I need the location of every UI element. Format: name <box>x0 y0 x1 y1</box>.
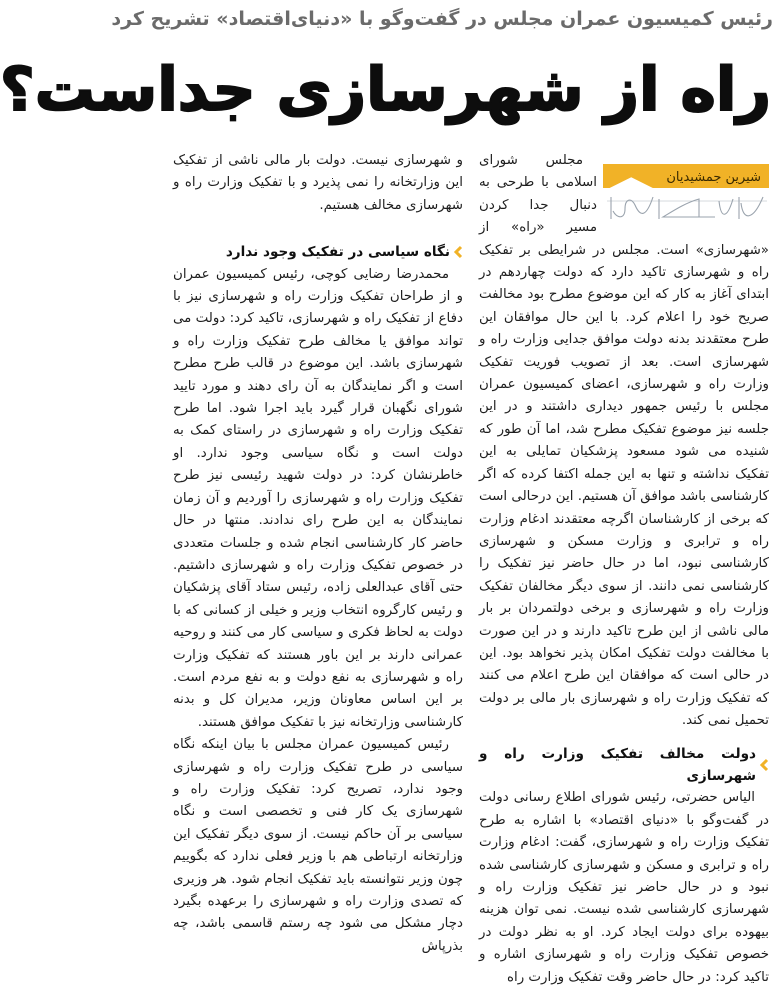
author-box <box>603 164 769 226</box>
section-heading-government-opposes <box>479 743 769 788</box>
body-paragraph: رئیس کمیسیون عمران مجلس با بیان اینکه نگاه سیاسی در طرح تفکیک وزارت راه و شهرسازی وجود ندارد، تصریح کرد: تفکیک وزارت راه و شهرسازی یک کار فنی و تخصصی است و نگاه سیاسی بر آن حاکم نیست. از سوی دیگر تفکیک این وزارتخانه ارتباطی هم با وزیر فعلی ندارد که بگوییم چون وزیر نتوانسته باید تفکیک انجام شود. هر وزیری که تصدی وزارت راه و شهرسازی را برعهده بگیرد دچار مشکل می شود چه رستم قاسمی باشد، چه بذرپاش <box>173 737 463 954</box>
brand-logo-icon <box>603 191 769 225</box>
chevron-left-icon <box>454 246 463 258</box>
body-paragraph: محمدرضا رضایی کوچی، رئیس کمیسیون عمران و از طراحان تفکیک وزارت راه و شهرسازی نیز با دفاع از تفکیک راه و شهرسازی، تاکید کرد: دولت می تواند موافق یا مخالف طرح تفکیک وزارت راه و شهرسازی باشد. این موضوع در قالب طرح مطرح است و اگر نمایندگان به آن رای دهند و مورد تایید شورای نگهبان قرار گیرد باید اجرا شود. اما طرح تفکیک وزارت راه و شهرسازی در راستای کمک به دولت است و نگاه سیاسی وجود ندارد. او خاطرنشان کرد: در دولت شهید رئیسی نیز طرح تفکیک وزارت راه و شهرسازی را آوردیم و آن زمان نمایندگان به این طرح رای ندادند. منتها در حال حاضر کار کارشناسی انجام شده و جلسات متعددی در خصوص تفکیک وزارت راه و شهرسازی داشتیم. حتی آقای عبدالعلی زاده، رئیس ستاد آقای پزشکیان و رئیس کارگروه انتخاب وزیر و خیلی از کسانی که با دولت به لحاظ فکری و سیاسی کار می کنند و روحیه عمرانی دارند بر این باور هستند که تفکیک وزارت راه و شهرسازی به نفع دولت و به نفع مردم است. بر این اساس معاونان وزیر، مدیران کل و بدنه کارشناسی وزارتخانه نیز با تفکیک موافق هستند. <box>173 266 463 730</box>
article-headline: راه از شهرسازی جداست؟ <box>0 55 771 125</box>
chevron-left-icon <box>760 759 769 771</box>
intro-paragraph: مجلس شورای اسلامی با طرحی به دنبال جدا کردن مسیر «راه» از «شهرسازی» است. مجلس در شرایطی بر تفکیک راه و شهرسازی تاکید دارد که دولت چهاردهم در ابتدای آغاز به کار که این موضوع مطرح بود مخالفت صریح خود را اعلام کرد. با این حال موافقان این طرح معتقدند بدنه دولت موافق جدایی وزارت راه و شهرسازی است. بعد از تصویب فوریت تفکیک وزارت راه و شهرسازی، اعضای کمیسیون عمران مجلس با رئیس جمهور دیداری داشتند و در این جلسه نیز موضوع تفکیک مطرح شد، اما آن طور که شنیده می شود مسعود پزشکیان تمایلی به این تفکیک نداشته و تنها به این جمله اکتفا کرده که اگر کارشناسی باشد موافق آن هستیم. این درحالی است که برخی از کارشناسان اگرچه معتقدند ادغام وزارت راه و ترابری و وزارت مسکن و شهرسازی کارشناسی نبود، اما در حال حاضر نیز تفکیک را کارشناسی نمی دانند. از سوی دیگر مخالفان تفکیک وزارت راه و شهرسازی و برخی دولتمردان بر بار مالی ناشی از این طرح تاکید دارند و در این صورت با مخالفت دولت تفکیک امکان پذیر نخواهد بود. این در حالی است که موافقان این طرح اعلام می کنند که تفکیک وزارت راه و شهرسازی بار مالی بر دولت تحمیل نمی کند. <box>479 153 769 729</box>
continuation-paragraph: و شهرسازی نیست. دولت بار مالی ناشی از تفکیک این وزارتخانه را نمی پذیرد و با تفکیک وزارت راه و شهرسازی مخالف هستیم. <box>173 153 463 213</box>
article-column-left <box>173 150 463 958</box>
intro-block <box>479 150 769 733</box>
section-heading-text: نگاه سیاسی در تفکیک وجود ندارد <box>225 244 450 261</box>
author-name: شیرین جمشیدیان <box>666 170 761 185</box>
section-heading-no-political-view <box>173 241 463 263</box>
article-kicker: رئیس کمیسیون عمران مجلس در گفت‌وگو با «دنیای‌اقتصاد» تشریح کرد <box>111 8 773 30</box>
article-column-right <box>479 150 769 989</box>
section-heading-text: دولت مخالف تفکیک وزارت راه و شهرسازی <box>479 745 756 784</box>
section-paragraph: الیاس حضرتی، رئیس شورای اطلاع رسانی دولت در گفت‌وگو با «دنیای اقتصاد» با اشاره به طرح تفکیک وزارت راه و شهرسازی، گفت: ادغام وزارت راه و ترابری و مسکن و شهرسازی کارشناسی شده نبود و در حال حاضر نیز تفکیک وزارت راه و شهرسازی کارشناسی شده نیست. نمی توان هزینه بیهوده برای دولت ایجاد کرد. او به نظر دولت در خصوص تفکیک وزارت راه و شهرسازی اشاره و تاکید کرد: در حال حاضر وقت تفکیک وزارت راه <box>479 790 769 985</box>
